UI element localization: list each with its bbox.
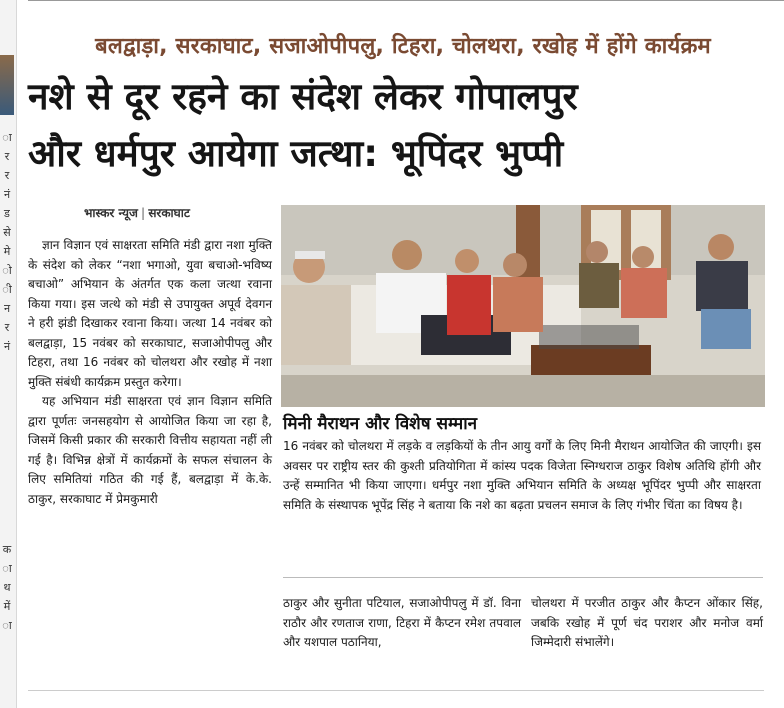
adjacent-char-top-5: से	[3, 226, 11, 239]
adjacent-char-top-2: र	[4, 169, 10, 182]
adjacent-char-top-6: मे	[3, 245, 11, 258]
adjacent-char-top-3: नं	[3, 188, 11, 201]
byline-separator: |	[140, 206, 146, 220]
adjacent-char-top-0: ा	[2, 131, 12, 144]
headline-line-1: नशे से दूर रहने का संदेश लेकर गोपालपुर	[28, 75, 578, 118]
adjacent-char-top-11: नं	[3, 340, 11, 353]
adjacent-char-top-4: ड	[4, 207, 10, 220]
top-rule	[28, 0, 784, 9]
adjacent-text-fragment-top	[0, 128, 14, 356]
adjacent-char-bottom-4: ा	[2, 619, 12, 632]
adjacent-char-bottom-2: थ	[3, 581, 11, 594]
adjacent-char-bottom-0: क	[2, 543, 12, 556]
adjacent-char-bottom-1: ा	[2, 562, 12, 575]
byline-agency: भास्कर न्यूज	[84, 206, 138, 220]
main-headline	[28, 68, 768, 182]
adjacent-text-fragment-bottom	[0, 540, 14, 635]
byline-place: सरकाघाट	[148, 206, 190, 220]
headline-line-2: और धर्मपुर आयेगा जत्था: भूपिंदर भुप्पी	[28, 132, 564, 175]
adjacent-char-top-7: ो	[2, 264, 12, 277]
kicker-headline: बलद्वाड़ा, सरकाघाट, सजाओपीपलु, टिहरा, चोलथरा, रखोह में होंगे कार्यक्रम	[95, 34, 711, 59]
adjacent-char-top-10: र	[4, 321, 10, 334]
adjacent-char-top-9: न	[3, 302, 11, 315]
left-paragraph-2: यह अभियान मंडी साक्षरता एवं ज्ञान विज्ञान समिति द्वारा पूर्णतः जनसहयोग से आयोजित किया जा रहा है, जिसमें किसी प्रकार की सरकारी वित्तीय सहायता नहीं ली गई है। विभिन्न क्षेत्रों में कार्यक्रमों के सफल संचालन के लिए समितियां गठित की गई हैं, बलद्वाड़ा में के.के. ठाकुर, सरकाघाट में प्रेमकुमारी	[28, 394, 272, 506]
left-column-body	[28, 236, 272, 509]
adjacent-article-edge	[0, 0, 17, 708]
left-paragraph-1: ज्ञान विज्ञान एवं साक्षरता समिति मंडी द्वारा नशा मुक्ति के संदेश को लेकर “नशा भगाओ, युवा बचाओ-भविष्य बचाओ” अभियान के अंतर्गत एक कला जत्था रवाना किया गया। इस जत्थे को मंडी से उपायुक्त अपूर्व देवगन ने हरी झंडी दिखाकर रवाना किया। जत्था 14 नवंबर को बलद्वाड़ा, 15 नवंबर को सरकाघाट, सजाओपीपलु और टिहरा, तथा 16 नवंबर को चोलथरा और रखोह में नशा मुक्ति संबंधी कार्यक्रम प्रस्तुत करेगा।	[28, 238, 272, 389]
bottom-rule	[28, 690, 764, 691]
section-divider	[283, 577, 763, 578]
bottom-column-right: चोलथरा में परजीत ठाकुर और कैप्टन ओंकार सिंह, जबकि रखोह में पूर्ण चंद पराशर और मनोज वर्मा जिम्मेदारी संभालेंगे।	[531, 596, 763, 649]
bottom-column-left: ठाकुर और सुनीता पटियाल, सजाओपीपलु में डॉ. विना राठौर और रणताज राणा, टिहरा में कैप्टन रमेश तपवाल और यशपाल पठानिया,	[283, 596, 521, 649]
section-subheading: मिनी मैराथन और विशेष सम्मान	[283, 414, 478, 434]
adjacent-char-top-1: र	[4, 150, 10, 163]
right-column-body: 16 नवंबर को चोलथरा में लड़के व लड़कियों के तीन आयु वर्गों के लिए मिनी मैराथन आयोजित की जाएगी। इस अवसर पर राष्ट्रीय स्तर की कुश्ती प्रतियोगिता में कांस्य पदक विजेता स्निग्धराज ठाकुर विशेष अतिथि होंगी और उन्हें सम्मानित भी किया जाएगा। धर्मपुर नशा मुक्ति अभियान समिति के अध्यक्ष भूपिंदर भुप्पी और साक्षरता समिति के संस्थापक भूपेंद्र सिंह ने बताया कि नशे का बढ़ता प्रचलन समाज के लिए गंभीर चिंता का विषय है।	[283, 439, 761, 512]
byline	[84, 204, 190, 221]
adjacent-char-bottom-3: में	[3, 600, 11, 613]
article-photo	[281, 205, 765, 407]
adjacent-photo-fragment	[0, 55, 14, 115]
photo-illustration	[281, 205, 765, 407]
adjacent-char-top-8: ी	[2, 283, 12, 296]
